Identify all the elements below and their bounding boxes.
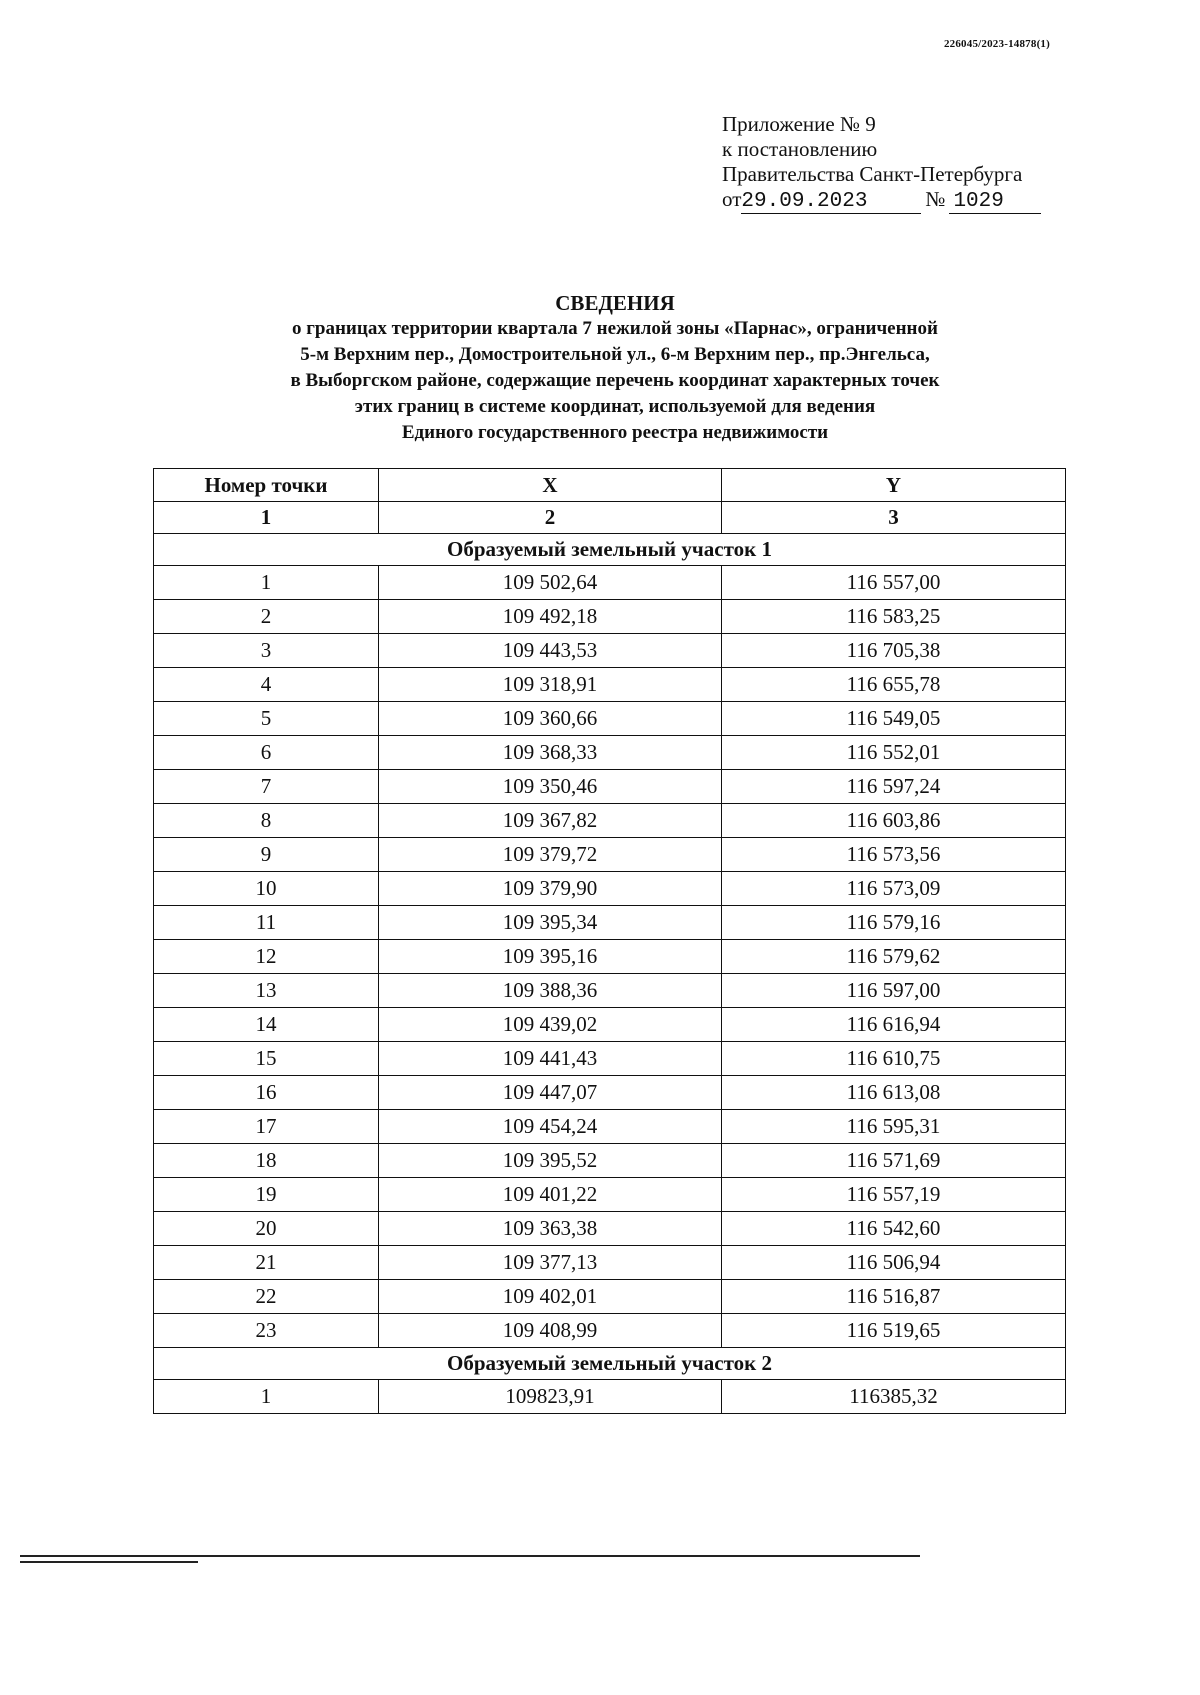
point-number-cell: 15 (154, 1042, 379, 1076)
table-row (154, 600, 1066, 634)
x-coordinate-cell: 109 447,07 (379, 1076, 722, 1110)
table-row (154, 804, 1066, 838)
point-number-cell: 13 (154, 974, 379, 1008)
y-coordinate-cell: 116 552,01 (722, 736, 1066, 770)
y-coordinate-cell: 116 519,65 (722, 1314, 1066, 1348)
y-coordinate-cell: 116 571,69 (722, 1144, 1066, 1178)
x-coordinate-cell: 109823,91 (379, 1380, 722, 1414)
point-number-cell: 1 (154, 566, 379, 600)
x-coordinate-cell: 109 379,72 (379, 838, 722, 872)
y-coordinate-cell: 116 597,24 (722, 770, 1066, 804)
y-coordinate-cell: 116 516,87 (722, 1280, 1066, 1314)
x-coordinate-cell: 109 395,16 (379, 940, 722, 974)
x-coordinate-cell: 109 368,33 (379, 736, 722, 770)
point-number-cell: 11 (154, 906, 379, 940)
number-sign: № (925, 187, 946, 211)
point-number-cell: 19 (154, 1178, 379, 1212)
table-header-row (154, 469, 1066, 502)
x-coordinate-cell: 109 408,99 (379, 1314, 722, 1348)
x-coordinate-cell: 109 318,91 (379, 668, 722, 702)
x-coordinate-cell: 109 350,46 (379, 770, 722, 804)
y-coordinate-cell: 116 583,25 (722, 600, 1066, 634)
x-coordinate-cell: 109 360,66 (379, 702, 722, 736)
table-row (154, 702, 1066, 736)
title-line: о границах территории квартала 7 нежилой зоны «Парнас», ограниченной (292, 318, 938, 339)
table-row (154, 736, 1066, 770)
column-number-row (154, 502, 1066, 534)
footer-divider (20, 1555, 920, 1557)
document-id: 226045/2023-14878(1) (943, 38, 1050, 50)
header-point-number: Номер точки (154, 469, 379, 502)
point-number-cell: 4 (154, 668, 379, 702)
table-body (154, 534, 1066, 1414)
header-y: Y (722, 469, 1066, 502)
x-coordinate-cell: 109 502,64 (379, 566, 722, 600)
point-number-cell: 10 (154, 872, 379, 906)
appendix-block (722, 112, 1041, 214)
table-row (154, 1212, 1066, 1246)
y-coordinate-cell: 116 705,38 (722, 634, 1066, 668)
section-row (154, 1348, 1066, 1380)
document-title (160, 290, 1070, 446)
appendix-number: Приложение № 9 (722, 112, 876, 136)
table-row (154, 566, 1066, 600)
table-row (154, 838, 1066, 872)
y-coordinate-cell: 116 579,16 (722, 906, 1066, 940)
table-row (154, 872, 1066, 906)
header-x: X (379, 469, 722, 502)
title-line: Единого государственного реестра недвижимости (401, 422, 829, 443)
y-coordinate-cell: 116 549,05 (722, 702, 1066, 736)
x-coordinate-cell: 109 439,02 (379, 1008, 722, 1042)
y-coordinate-cell: 116 595,31 (722, 1110, 1066, 1144)
point-number-cell: 6 (154, 736, 379, 770)
table-row (154, 1246, 1066, 1280)
table-row (154, 668, 1066, 702)
y-coordinate-cell: 116 610,75 (722, 1042, 1066, 1076)
x-coordinate-cell: 109 443,53 (379, 634, 722, 668)
date-prefix: от (722, 187, 742, 211)
point-number-cell: 3 (154, 634, 379, 668)
x-coordinate-cell: 109 379,90 (379, 872, 722, 906)
column-number: 2 (379, 502, 722, 534)
column-number: 1 (154, 502, 379, 534)
point-number-cell: 17 (154, 1110, 379, 1144)
x-coordinate-cell: 109 441,43 (379, 1042, 722, 1076)
point-number-cell: 1 (154, 1380, 379, 1414)
y-coordinate-cell: 116 506,94 (722, 1246, 1066, 1280)
point-number-cell: 8 (154, 804, 379, 838)
table-row (154, 1178, 1066, 1212)
table-row (154, 1110, 1066, 1144)
table-row (154, 770, 1066, 804)
footer-divider-short (20, 1561, 198, 1563)
point-number-cell: 7 (154, 770, 379, 804)
y-coordinate-cell: 116 573,56 (722, 838, 1066, 872)
appendix-reference: к постановлению (722, 137, 878, 161)
y-coordinate-cell: 116 579,62 (722, 940, 1066, 974)
table-row (154, 634, 1066, 668)
column-number: 3 (722, 502, 1066, 534)
x-coordinate-cell: 109 388,36 (379, 974, 722, 1008)
point-number-cell: 18 (154, 1144, 379, 1178)
x-coordinate-cell: 109 367,82 (379, 804, 722, 838)
table-row (154, 974, 1066, 1008)
point-number-cell: 12 (154, 940, 379, 974)
y-coordinate-cell: 116 616,94 (722, 1008, 1066, 1042)
y-coordinate-cell: 116 573,09 (722, 872, 1066, 906)
point-number-cell: 20 (154, 1212, 379, 1246)
coordinates-table (153, 468, 1066, 1414)
y-coordinate-cell: 116 613,08 (722, 1076, 1066, 1110)
title-main: СВЕДЕНИЯ (555, 291, 675, 315)
x-coordinate-cell: 109 395,34 (379, 906, 722, 940)
point-number-cell: 5 (154, 702, 379, 736)
title-line: 5-м Верхним пер., Домостроительной ул., 6-м Верхним пер., пр.Энгельса, (300, 344, 930, 365)
section-row (154, 534, 1066, 566)
x-coordinate-cell: 109 363,38 (379, 1212, 722, 1246)
appendix-authority: Правительства Санкт-Петербурга (722, 162, 1023, 186)
table-row (154, 1042, 1066, 1076)
section-title: Образуемый земельный участок 1 (154, 534, 1066, 566)
point-number-cell: 9 (154, 838, 379, 872)
point-number-cell: 16 (154, 1076, 379, 1110)
y-coordinate-cell: 116 557,00 (722, 566, 1066, 600)
table-row (154, 940, 1066, 974)
point-number-cell: 23 (154, 1314, 379, 1348)
x-coordinate-cell: 109 377,13 (379, 1246, 722, 1280)
y-coordinate-cell: 116 603,86 (722, 804, 1066, 838)
title-line: в Выборгском районе, содержащие перечень координат характерных точек (290, 370, 940, 391)
appendix-date-line (722, 187, 1041, 214)
resolution-number: 1029 (949, 191, 1041, 214)
point-number-cell: 21 (154, 1246, 379, 1280)
table-row (154, 1280, 1066, 1314)
section-title: Образуемый земельный участок 2 (154, 1348, 1066, 1380)
x-coordinate-cell: 109 402,01 (379, 1280, 722, 1314)
y-coordinate-cell: 116385,32 (722, 1380, 1066, 1414)
table-row (154, 906, 1066, 940)
table-row (154, 1314, 1066, 1348)
point-number-cell: 2 (154, 600, 379, 634)
point-number-cell: 14 (154, 1008, 379, 1042)
y-coordinate-cell: 116 597,00 (722, 974, 1066, 1008)
table-row (154, 1380, 1066, 1414)
point-number-cell: 22 (154, 1280, 379, 1314)
y-coordinate-cell: 116 655,78 (722, 668, 1066, 702)
x-coordinate-cell: 109 401,22 (379, 1178, 722, 1212)
x-coordinate-cell: 109 454,24 (379, 1110, 722, 1144)
x-coordinate-cell: 109 395,52 (379, 1144, 722, 1178)
table-row (154, 1008, 1066, 1042)
table-row (154, 1144, 1066, 1178)
title-line: этих границ в системе координат, используемой для ведения (354, 396, 876, 417)
x-coordinate-cell: 109 492,18 (379, 600, 722, 634)
table-row (154, 1076, 1066, 1110)
y-coordinate-cell: 116 542,60 (722, 1212, 1066, 1246)
y-coordinate-cell: 116 557,19 (722, 1178, 1066, 1212)
resolution-date: 29.09.2023 (741, 191, 921, 214)
